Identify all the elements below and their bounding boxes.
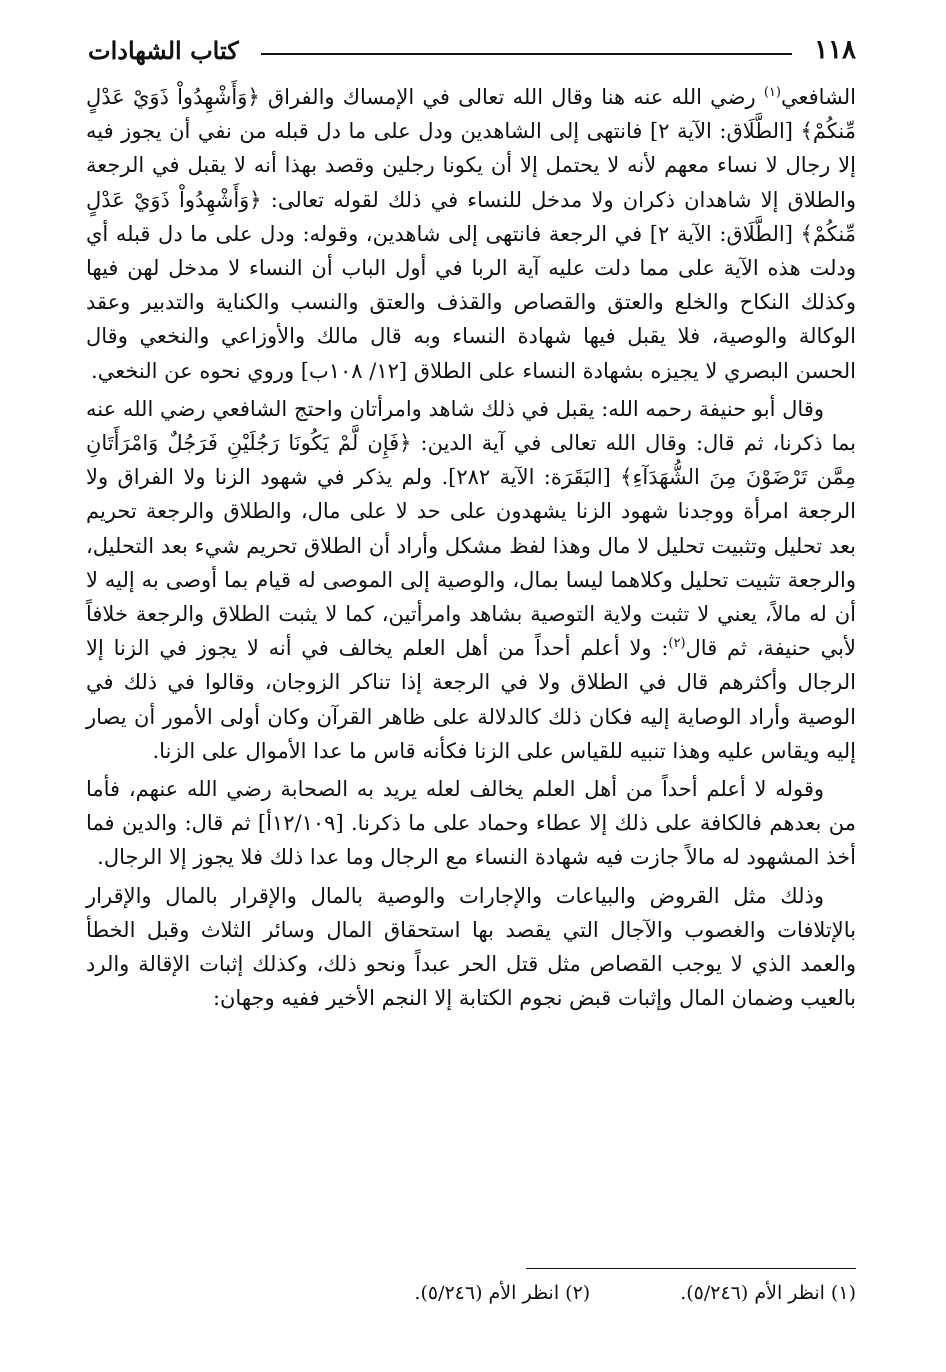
- footnote-2: (٢) انظر الأم (٥/٢٤٦).: [414, 1282, 591, 1304]
- footnotes: [180, 1278, 856, 1308]
- header-rule: [261, 53, 792, 55]
- running-header: [88, 30, 856, 70]
- paragraph-text: : ولا أعلم أحداً من أهل العلم يخالف في أنه لا يجوز في الزنا إلا الرجال وأكثرهم قال في الطلاق ولا في الرجعة إذا تناكر الزوجان، وقالوا في ذلك في الوصية وأراد الوصاية إليه فكان ذلك كالدلالة على ظاهر القرآن وكان أولى الأمور أن يصار إليه ويقاس عليه وهذا تنبيه للقياس على الزنا فكأنه قاس ما عدا الأموال على الزنا.: [86, 636, 856, 763]
- paragraph-text: الشافعي: [780, 85, 856, 109]
- paragraph-text: وقال أبو حنيفة رحمه الله: يقبل في ذلك شاهد وامرأتان واحتج الشافعي رضي الله عنه بما ذكرنا، ثم قال: وقال الله تعالى في آية الدين: ﴿فَإِن لَّمْ يَكُونَا رَجُلَيْنِ فَرَجُلٌ وَامْرَأَتَانِ مِمَّن تَرْضَوْنَ مِنَ الشُّهَدَآءِ﴾ [البَقَرَة: الآية ٢٨٢]. ولم يذكر في شهود الزنا ولا الفراق ولا الرجعة امرأة ووجدنا شهود الزنا يشهدون على حد لا على مال، والطلاق والرجعة تحريم بعد تحليل وتثبيت تحليل لا مال وهذا لفظ مشكل وأراد أن الطلاق تحريم شيء بعد التحليل، والرجعة تثبيت تحليل وكلاهما ليسا بمال، والوصية إلى الموصى له قيام بما أوصى به إليه لا أن له مالاً، يعني لا تثبت ولاية التوصية بشاهد وامرأتين، كما لا يثبت الطلاق والرجعة خلافاً لأبي حنيفة، ثم قال: [86, 396, 856, 661]
- paragraph-4: وذلك مثل القروض والبياعات والإجارات والوصية بالمال والإقرار بالمال والإقرار بالإتلافات والغصوب والآجال التي يقصد بها استحقاق المال وسائر الثلاث وقبل الخطأ والعمد الذي لا يوجب القصاص مثل قتل الحر عبداً ونحو ذلك، وكذلك إثبات الإقالة والرد بالعيب وضمان المال وإثبات قبض نجوم الكتابة إلا النجم الأخير ففيه وجهان:: [86, 883, 856, 1011]
- footnote-ref-1: (١): [763, 85, 781, 100]
- paragraph-2: [86, 392, 856, 768]
- footnote-1: (١) انظر الأم (٥/٢٤٦).: [680, 1282, 856, 1304]
- chapter-title: كتاب الشهادات: [88, 35, 239, 65]
- paragraph-text: رضي الله عنه هنا وقال الله تعالى في الإمساك والفراق ﴿وَأَشْهِدُواْ ذَوَيْ عَدْلٍ مِّنكُمْ﴾ [الطَّلَاق: الآية ٢] فانتهى إلى الشاهدين ودل على ما دل قبله من نفي أن يجوز فيه إلا رجال لا نساء معهم لأنه لا يحتمل إلا أن يكونا رجلين وقصد بهذا أنه لا يقبل في الرجعة والطلاق إلا شاهدان ذكران ولا مدخل للنساء في ذلك لقوله تعالى: ﴿وَأَشْهِدُواْ ذَوَيْ عَدْلٍ مِّنكُمْ﴾ [الطَّلَاق: الآية ٢] في الرجعة فانتهى إلى شاهدين، وقوله: ودل على ما دل قبله أي ودلت هذه الآية على مما دلت عليه آية الربا في أول الباب أن النساء لا مدخل لهن فيها وكذلك النكاح والخلع والعتق والقصاص والقذف والعتق والنسب والكناية والتدبير وعقد الوكالة والوصية، فلا يقبل فيها شهادة النساء وبه قال مالك والأوزاعي والنخعي وقال الحسن البصري لا يجيزه بشهادة النساء على الطلاق [١٢/ ١٠٨ب] وروي نحوه عن النخعي.: [86, 85, 856, 383]
- paragraph-3: وقوله لا أعلم أحداً من أهل العلم يخالف لعله يريد به الصحابة رضي الله عنهم، فأما من بعدهم فالكافة على ذلك إلا عطاء وحماد على ما ذكرنا. [١٢/١٠٩أ] ثم قال: والدين فما أخذ المشهود له مالاً جازت فيه شهادة النساء مع الرجال وما عدا ذلك فلا يجوز إلا الرجال.: [86, 777, 857, 870]
- paragraph-1: [86, 80, 856, 388]
- footnote-rule: [526, 1268, 856, 1269]
- page-number: ١١٨: [814, 35, 856, 65]
- body-text: [86, 80, 856, 1019]
- footnote-ref-2: (٢): [668, 636, 686, 652]
